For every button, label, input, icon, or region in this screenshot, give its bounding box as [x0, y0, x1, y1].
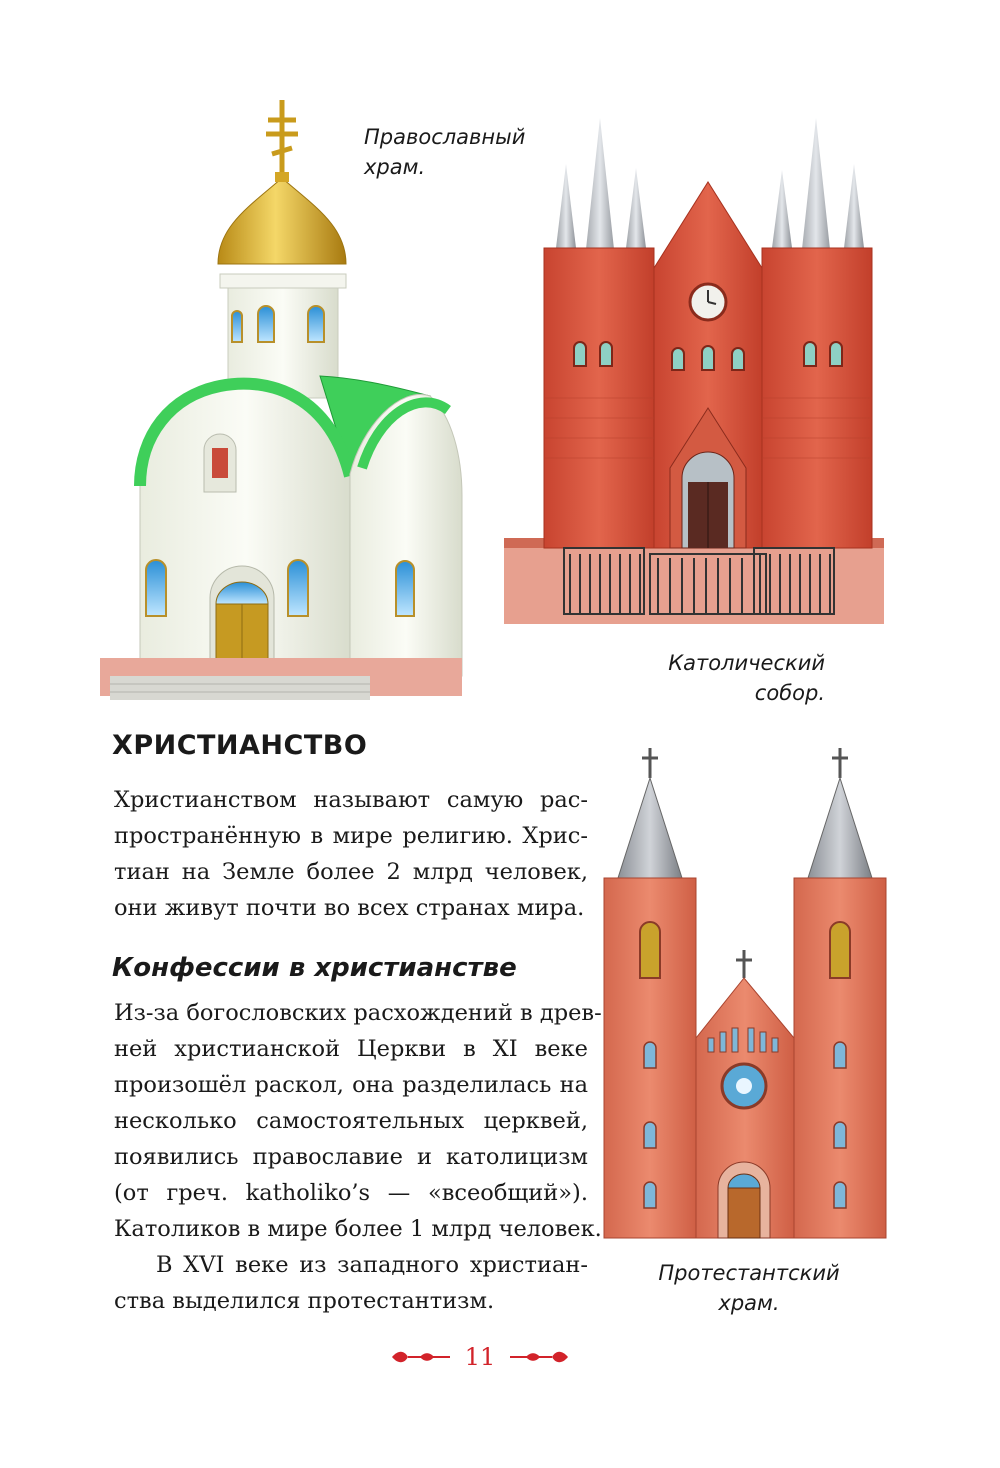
section-heading: ХРИСТИАНСТВО — [112, 730, 368, 761]
paragraph-protestantism — [114, 1247, 588, 1319]
text-line: тиан на Земле более 2 млрд человек, — [114, 859, 588, 885]
page-footer — [390, 1340, 570, 1374]
caption-line: храм. — [364, 155, 426, 179]
paragraph-intro — [114, 782, 588, 926]
paragraph-confessions — [114, 995, 602, 1247]
caption-catholic-cathedral — [610, 648, 825, 708]
text-line: они живут почти во всех странах мира. — [114, 895, 585, 921]
text-line: ства выделился протестантизм. — [114, 1288, 495, 1314]
page-number: 11 — [464, 1343, 496, 1371]
text-line: (от греч. katholiko’s — «всеобщий»). — [114, 1180, 588, 1206]
text-line: произошёл раскол, она разделилась на — [114, 1072, 588, 1098]
text-line: появились православие и католицизм — [114, 1144, 588, 1170]
caption-protestant-church — [638, 1258, 860, 1318]
catholic-cathedral-illustration — [504, 118, 884, 624]
caption-line: храм. — [718, 1291, 780, 1315]
text-line: несколько самостоятельных церквей, — [114, 1108, 588, 1134]
text-line: Католиков в мире более 1 млрд человек. — [114, 1216, 602, 1242]
text-line: Из-за богословских расхождений в древ- — [114, 1000, 602, 1026]
caption-line: Католический — [668, 651, 825, 675]
caption-line: Протестантский — [658, 1261, 840, 1285]
right-ornament-icon — [508, 1348, 570, 1366]
caption-line: Православный — [364, 125, 526, 149]
text-line: В XVI веке из западного христиан- — [156, 1252, 588, 1278]
protestant-church-illustration — [598, 748, 898, 1246]
orthodox-church-illustration — [100, 96, 465, 701]
subsection-heading: Конфессии в христианстве — [112, 953, 517, 983]
text-line: пространённую в мире религию. Хрис- — [114, 823, 588, 849]
text-line: ней христианской Церкви в XI веке — [114, 1036, 588, 1062]
text-line: Христианством называют самую рас- — [114, 787, 588, 813]
caption-line: собор. — [754, 681, 825, 705]
caption-orthodox-church — [364, 122, 525, 182]
